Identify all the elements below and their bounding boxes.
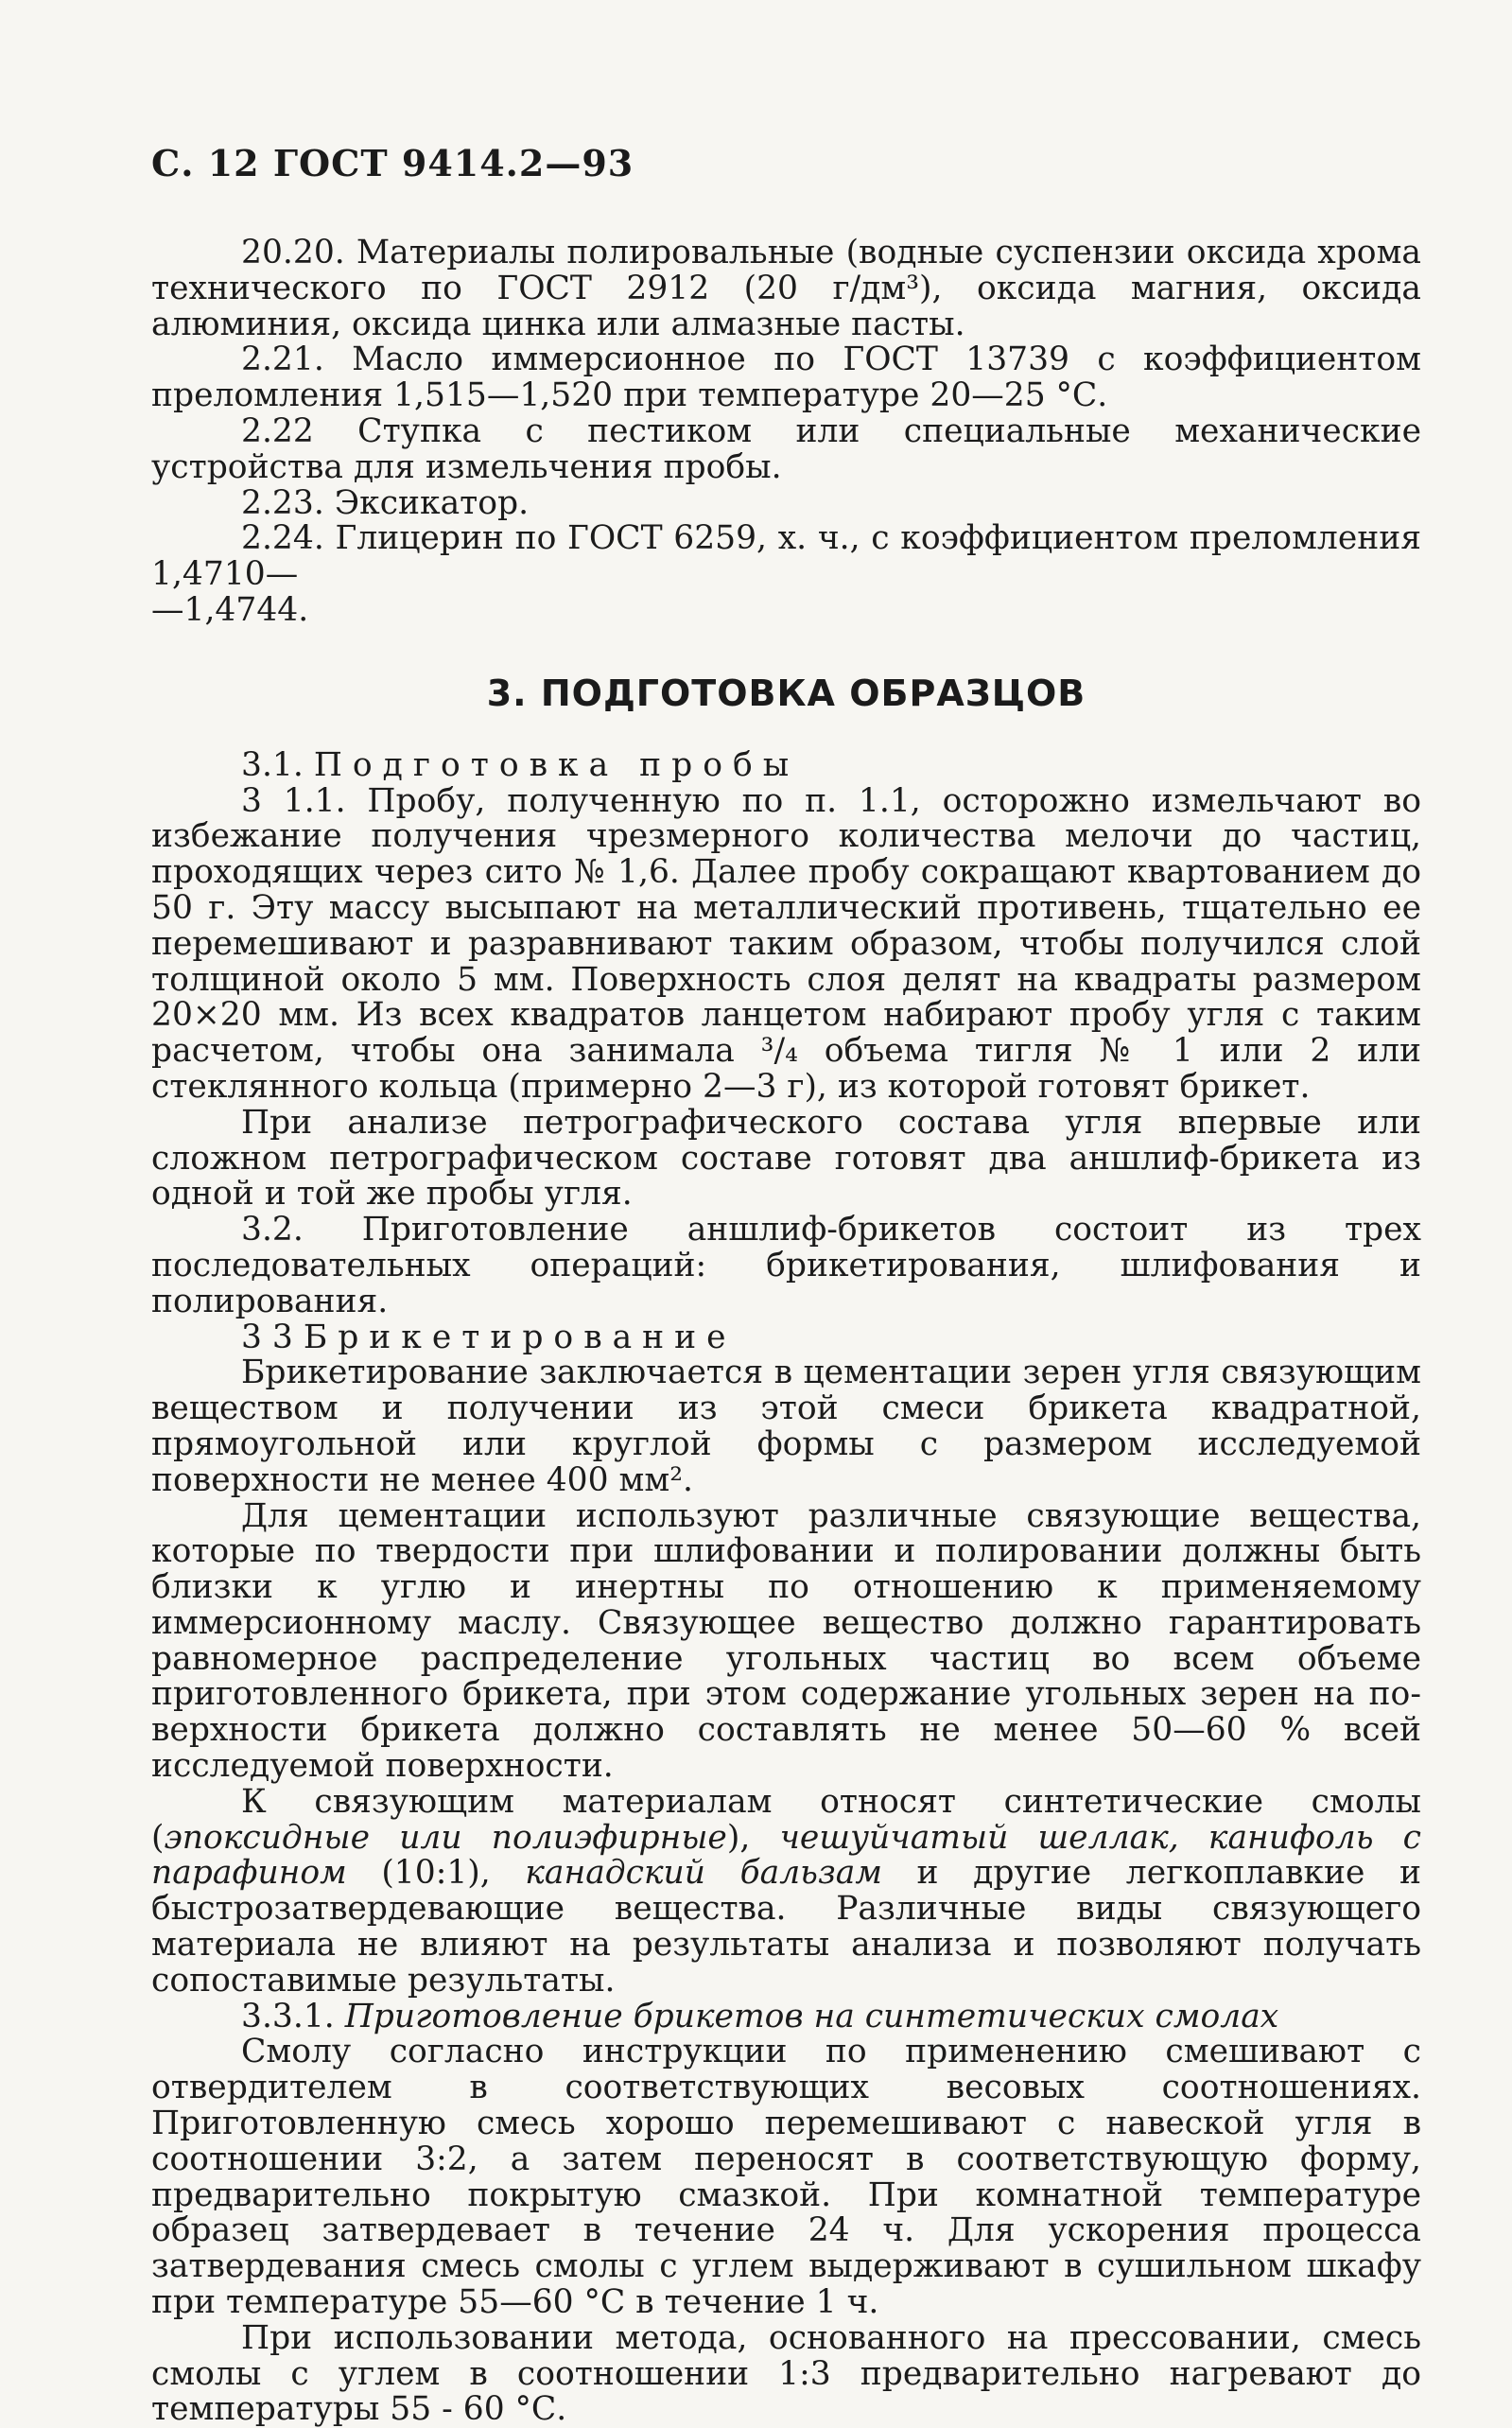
- p33c-text-2: ),: [726, 1818, 780, 1857]
- p33c-italic-3: канадский бальзам: [525, 1854, 882, 1893]
- paragraph-3-1-2: При анализе петрографического состава угля впервые или сложном петрографическом составе готовят два аншлиф-брикета из одной и той же пробы угля.: [151, 1103, 1421, 1214]
- subsection-3-3-1-number: 3.3.1.: [241, 1997, 335, 2035]
- subsection-3-3-heading: [151, 1320, 1421, 1356]
- paragraph-3-2: 3.2. Приготовление аншлиф-брикетов состоит из трех последовательных операций: брикетирования, шлифования и полирования.: [151, 1211, 1421, 1320]
- subsection-3-3-number: 3 3: [241, 1318, 293, 1356]
- section-title: 3. ПОДГОТОВКА ОБРАЗЦОВ: [486, 672, 1086, 714]
- paragraph-3-3-b: Для цементации используют различные связующие вещества, которые по твердости при шлифовании и полировании должны быть близки к углю и инертны по отношению к применяемому иммерсионному маслу. Связующее вещество должно гарантировать равномерное распределение угольных частиц во всем объеме приготовленного брикета, при этом содержание угольных зерен на поверхности брикета должно составлять не менее 50—60 % всей исследуемой поверхности.: [151, 1496, 1421, 1786]
- p33c-text-3: (10:1),: [346, 1854, 526, 1893]
- p33c-italic-2: чешуйчатый шеллак, канифоль с парафином: [151, 1818, 1421, 1893]
- paragraph-2-21: 2.21. Масло иммерсионное по ГОСТ 13739 с коэффициентом преломления 1,515—1,520 при температуре 20—25 °С.: [151, 341, 1421, 415]
- subsection-3-1-title: Подготовка пробы: [313, 745, 800, 784]
- paragraph-2-24: [151, 521, 1421, 628]
- paragraph-3-1-1: 3 1.1. Пробу, полученную по п. 1.1, осторожно измельчают во избежание получения чрезмерного количества мелочи до частиц, проходящих через сито № 1,6. Далее пробу сокращают квартованием до 50 г. Эту массу высыпают на металлический противень, тщательно ее перемешивают и разравнивают таким образом, чтобы получился слой толщиной около 5 мм. Поверхность слоя делят на квадраты размером 20×20 мм. Из всех квадратов ланцетом набирают пробу угля с таким расчетом, чтобы она занимала ³/₄ объема тигля № 1 или 2 или стеклянного кольца (примерно 2—3 г), из которой готовят брикет.: [151, 781, 1421, 1106]
- paragraph-2-22: 2.22 Ступка с пестиком или специальные механические устройства для измельчения пробы.: [151, 411, 1421, 486]
- subsection-3-3-title: Брикетирование: [303, 1318, 737, 1356]
- paragraph-3-3-a: Брикетирование заключается в цементации зерен угля связующим веществом и получении из этой смеси брикета квадратной, прямоугольной или круглой формы с размером исследуемой поверхности не менее 400 мм².: [151, 1354, 1421, 1499]
- subsection-3-3-1-title: Приготовление брикетов на синтетических смолах: [344, 1997, 1279, 2035]
- paragraph-3-3-1-a: Смолу согласно инструкции по применению смешивают с отвердителем в соответствующих весовых соотношениях. Приготовленную смесь хорошо перемешивают с навеской угля в соотношении 3:2, а затем переносят в соответствующую форму, предварительно покрытую смазкой. При комнатной температуре образец затвердевает в течение 24 ч. Для ускорения процесса затвердевания смесь смолы с углем выдерживают в сушильном шкафу при температуре 55—60 °С в течение 1 ч.: [151, 2033, 1421, 2322]
- p33c-text-1: К связующим материалам относят синтетические смолы (: [151, 1782, 1421, 1857]
- subsection-3-3-1-heading: [151, 1997, 1421, 2035]
- paragraph-3-3-c: [151, 1782, 1422, 2000]
- page-header: С. 12 ГОСТ 9414.2—93: [151, 142, 634, 184]
- subsection-3-1-heading: [151, 745, 1421, 784]
- paragraph-3-3-1-b: При использовании метода, основанного на прессовании, смесь смолы с углем в соотношении 1:3 предварительно нагревают до температуры 55 - 60 °С.: [151, 2318, 1421, 2428]
- paragraph-2-20: 20.20. Материалы полировальные (водные суспензии оксида хрома технического по ГОСТ 2912 (20 г/дм³), оксида магния, оксида алюминия, оксида цинка или алмазные пасты.: [151, 234, 1421, 343]
- paragraph-2-24-text: 2.24. Глицерин по ГОСТ 6259, х. ч., с коэффициентом преломления 1,4710— —1,4744.: [151, 519, 1421, 629]
- subsection-3-1-number: 3.1.: [241, 745, 304, 784]
- p33c-text-4: и другие легкоплавкие и быстрозатвердевающие вещества. Различные виды связующего материала не влияют на результаты анализа и позволяют получать сопоставимые результаты.: [151, 1854, 1422, 2000]
- p33c-italic-1: эпоксидные или полиэфирные: [164, 1818, 727, 1857]
- paragraph-2-23: 2.23. Эксикатор.: [241, 483, 530, 522]
